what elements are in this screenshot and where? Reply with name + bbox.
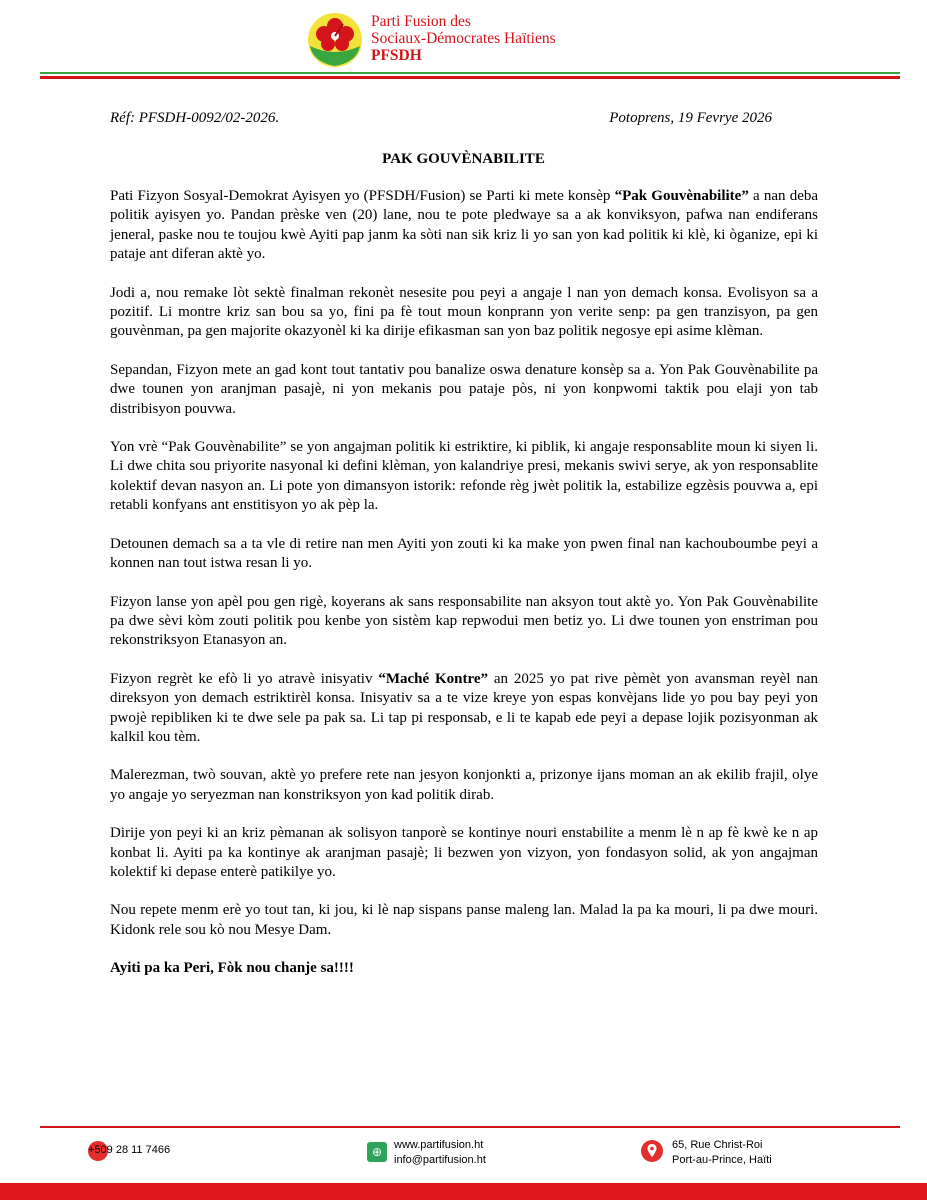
paragraph-4: Yon vrè “Pak Gouvènabilite” se yon angajman politik ki estriktire, ki piblik, ki angaje responsablite moun ki siyen li. Li dwe chita sou priyorite nasyonal ki defini klèman, yon kalandriye presi, mekanis swivi serye, ak yon responsablite kolektif devan nasyon an. Li pote yon dimansyon istorik: refonde règ jwèt politik la, estabilize egzèsis pouvwa a, epi retabli konfyans ant enstitisyon yo ak pèp la. [110,439,818,514]
hibiscus-logo-icon [307,12,363,68]
address-line-1: 65, Rue Christ-Roi [672,1139,763,1151]
location-pin-icon [641,1140,663,1162]
paragraph-7-emphasis: “Maché Kontre” [378,670,489,687]
org-name-line-2: Sociaux-Démocrates Haïtiens [371,30,556,47]
paragraph-7-text-b: an 2025 yo pat rive pèmèt yon avansman reyèl nan direksyon yon demach estriktirèl konsa. Inisyativ sa a te vize kreye yon espas konvèjans lide yo pou bay peyi yon pwojè repibliken ki te dwe sele pa pak sa. Li tap pi responsab, e li te kapab ede peyi a depase lojik pozisyonman ak kalkil kou tèm. [110,670,818,745]
paragraph-7 [110,670,818,748]
paragraph-1 [110,187,818,265]
footer-color-bar [0,1183,927,1200]
footer-contact [394,1138,486,1168]
paragraph-8: Malerezman, twò souvan, aktè yo prefere rete nan jesyon konjonkti a, prizonye ijans moman an ak ekilib frajil, olye yo angaje yo seryezman nan konstriksyon yon kad politik dirab. [110,767,818,803]
paragraph-9: Dirije yon peyi ki an kriz pèmanan ak solisyon tanporè se kontinye nouri enstabilite a menm lè n ap fè kwè ke n ap konbat li. Ayiti pa ka kontinye ak aranjman pasajè; li bezwen yon vizyon, yon fondasyon solid, ak yon angajman kolektif ki depase enterè patikilye yo. [110,825,818,880]
org-name-line-1: Parti Fusion des [371,13,471,30]
globe-icon: ⊕ [367,1142,387,1162]
paragraph-10: Nou repete menm erè yo tout tan, ki jou, ki lè nap sispans panse maleng lan. Malad la pa ka mouri, li pa dwe mouri. Kidonk rele sou kò nou Mesye Dam. [110,902,818,938]
footer-website[interactable]: www.partifusion.ht [394,1139,484,1151]
org-abbreviation: PFSDH [371,47,422,64]
footer-phone[interactable]: +509 28 11 7466 [88,1144,171,1156]
header-divider-red [40,76,900,79]
header-divider-green [40,72,900,74]
paragraph-2: Jodi a, nou remake lòt sektè finalman rekonèt nesesite pou peyi a angaje l nan yon demach konsa. Evolisyon sa a pozitif. Li montre kriz san bou sa yo, fini pa fè tout moun konprann yon verite senp: pa gen tranzisyon, pa gen gouvènman, pa gen majorite okazyonèl ki ka dirije efikasman san yon baz politik negosye epi asime klèman. [110,284,818,340]
paragraph-6: Fizyon lanse yon apèl pou gen rigè, koyerans ak sans responsabilite nan aksyon tout aktè yo. Yon Pak Gouvènabilite pa dwe sèvi kòm zouti politik pou kenbe yon sistèm kap repwodui men betiz yo. Li dwe tounen yon enstriman pou rekonstriksyon Etanasyon an. [110,593,818,649]
footer-divider [40,1126,900,1128]
footer-address [672,1138,772,1168]
organization-name [371,13,556,64]
letter-body [110,187,818,998]
paragraph-1-text-b: a nan deba politik ayisyen yo. Pandan prèske ven (20) lane, nou te pote pledwaye sa a ak konviksyon, pafwa nan endiferans jeneral, paske nou te toujou kwè Ayiti pap janm ka sòti nan sik kriz li yo san yon kad politik ki klè, ki òganize, epi ki pataje ant diferan aktè yo. [110,188,819,263]
paragraph-3: Sepandan, Fizyon mete an gad kont tout tantativ pou banalize oswa denature konsèp sa a. Yon Pak Gouvènabilite pa dwe tounen yon aranjman pasajè, ni yon mekanis pou pataje pòs, ni yon konpwomi taktik pou elaji yon tab distribisyon pouvwa. [110,361,818,417]
address-line-2: Port-au-Prince, Haïti [672,1154,772,1166]
paragraph-1-emphasis: “Pak Gouvènabilite” [614,188,749,204]
paragraph-7-text-a: Fizyon regrèt ke efò li yo atravè inisyativ [110,670,379,687]
paragraph-5: Detounen demach sa a ta vle di retire nan men Ayiti yon zouti ki ka make yon pwen final nan kachouboumbe peyi a konnen nan tout istwa resan li yo. [110,535,818,572]
reference-number: Réf: PFSDH-0092/02-2026. [110,110,280,126]
footer-email[interactable]: info@partifusion.ht [394,1154,486,1166]
place-and-date: Potoprens, 19 Fevrye 2026 [609,110,772,126]
closing-slogan: Ayiti pa ka Peri, Fòk nou chanje sa!!!! [110,960,354,977]
document-title: PAK GOUVÈNABILITE [382,151,545,167]
paragraph-1-text-a: Pati Fizyon Sosyal-Demokrat Ayisyen yo (PFSDH/Fusion) se Parti ki mete konsèp [110,188,615,204]
